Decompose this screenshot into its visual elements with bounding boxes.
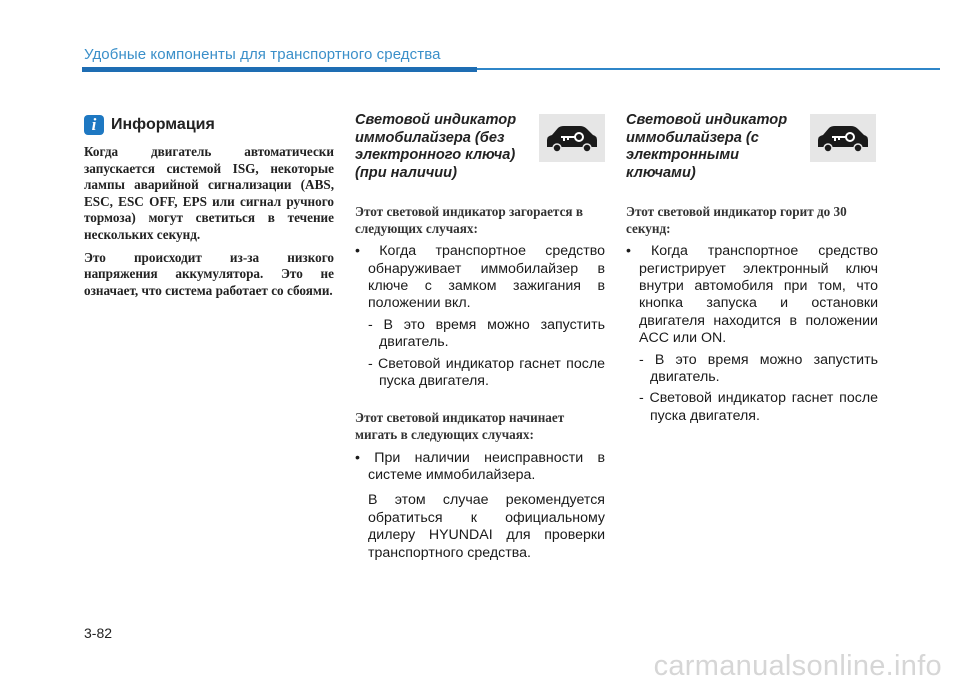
- section-heading: [355, 112, 605, 181]
- info-column: [84, 112, 334, 299]
- lights-on-sub-1: - В это время можно запустить двигатель.: [639, 351, 878, 386]
- lights-on-sub-1: - В это время можно запустить двигатель.: [368, 316, 605, 351]
- car-key-icon: [539, 114, 605, 162]
- info-paragraph-2: Это происходит из-за низкого напряжения аккумулятора. Это не означает, что система работает со сбоями.: [84, 249, 334, 298]
- lights-on-heading: Этот световой индикатор горит до 30 секунд:: [626, 204, 847, 236]
- immobilizer-no-smart-key-section: [355, 112, 605, 562]
- blinks-bullet: • При наличии неисправности в системе иммобилайзера.: [355, 449, 605, 484]
- header-rule-light: [477, 68, 940, 70]
- section-title: Световой индикатор иммобилайзера (с электронными ключами): [626, 112, 788, 181]
- lights-on-bullet: • Когда транспортное средство регистрирует электронный ключ внутри автомобиля при том, что кнопка запуска и остановки двигателя находится в положении ACC или ON.: [626, 243, 878, 347]
- info-title: Информация: [111, 116, 215, 133]
- info-icon: i: [84, 115, 104, 135]
- header-rule: [82, 67, 940, 72]
- lights-on-sub-2: - Световой индикатор гаснет после пуска двигателя.: [639, 390, 878, 424]
- lights-on-bullet: • Когда транспортное средство обнаруживает иммобилайзер в ключе с замком зажигания в положении вкл.: [355, 243, 605, 312]
- header-title: Удобные компоненты для транспортного средства: [84, 46, 441, 63]
- lights-on-heading: Этот световой индикатор загорается в следующих случаях:: [355, 204, 583, 236]
- header-rule-dark: [82, 67, 477, 72]
- immobilizer-smart-key-section: [626, 112, 878, 425]
- car-key-icon: [810, 114, 876, 162]
- info-paragraph-1: Когда двигатель автоматически запускается системой ISG, некоторые лампы аварийной сигнализации (ABS, ESC, ESC OFF, EPS или сигнал ручного тормоза) могут светиться в течение нескольких секунд.: [84, 144, 334, 242]
- page-number: 3-82: [84, 625, 113, 641]
- info-heading: [84, 112, 334, 138]
- blinks-note: В этом случае рекомендуется обратиться к официальному дилеру HYUNDAI для проверки транспортного средства.: [368, 492, 605, 561]
- lights-on-sub-2: - Световой индикатор гаснет после пуска двигателя.: [368, 355, 605, 390]
- section-title: Световой индикатор иммобилайзера (без электронного ключа) (при наличии): [355, 112, 517, 181]
- section-heading: [626, 112, 878, 181]
- blinks-heading: Этот световой индикатор начинает мигать в следующих случаях:: [355, 410, 565, 443]
- watermark: carmanualsonline.info: [653, 650, 942, 682]
